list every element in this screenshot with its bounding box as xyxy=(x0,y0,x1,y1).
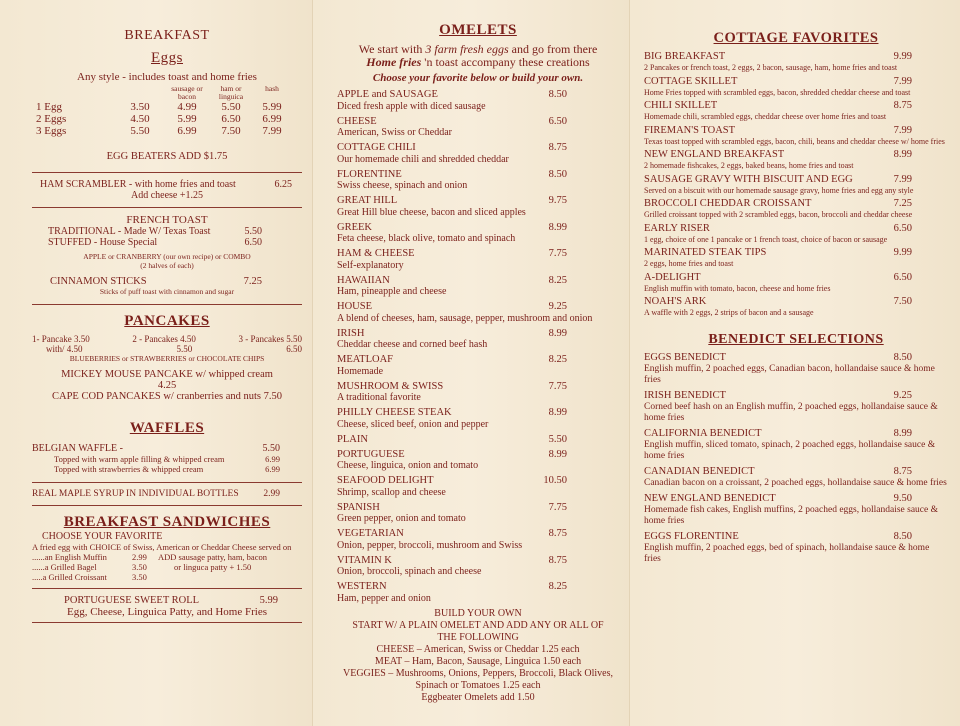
item-desc: Onion, broccoli, spinach and cheese xyxy=(337,566,482,577)
item-price: 8.50 xyxy=(893,351,912,363)
item-desc: Homemade xyxy=(337,365,384,377)
ham-scrambler-add: Add cheese +1.25 xyxy=(130,190,203,201)
cottage-item xyxy=(644,125,948,137)
ham-scrambler-price: 6.25 xyxy=(274,179,292,190)
item-price: 7.25 xyxy=(243,276,262,287)
sweet-roll-desc: Egg, Cheese, Linguica Patty, and Home Fries xyxy=(67,606,267,618)
item-name: GREAT HILL xyxy=(337,195,398,206)
waffle-item xyxy=(32,464,302,474)
divider xyxy=(32,207,302,208)
item-desc: English muffin, 2 poached eggs, Canadian bacon, hollandaise sauce & home fries xyxy=(644,363,935,385)
item-price: 5.99 xyxy=(259,595,278,606)
item-name: NEW ENGLAND BREAKFAST xyxy=(644,149,785,160)
eggs-price: 5.99 xyxy=(262,101,282,113)
item-price: 7.75 xyxy=(548,380,567,392)
omelet-item xyxy=(337,116,619,128)
item-price: 8.99 xyxy=(548,327,567,339)
omelet-item xyxy=(337,528,619,540)
omelet-item xyxy=(337,89,619,101)
item-desc: Onion, pepper, broccoli, mushroom and Swiss xyxy=(337,539,523,551)
item-price: 9.75 xyxy=(548,195,567,206)
item-name: EGGS BENEDICT xyxy=(644,351,726,363)
item-name: TRADITIONAL - Made W/ Texas Toast xyxy=(48,226,211,237)
omelets-intro xyxy=(337,43,619,69)
item-extra: or linguca patty + 1.50 xyxy=(174,562,252,572)
waffles-title: WAFFLES xyxy=(129,420,205,436)
item-price: 2.99 xyxy=(132,552,147,562)
omelet-item xyxy=(337,449,619,461)
item-name: PORTUGUESE SWEET ROLL xyxy=(64,595,200,606)
item-desc: American, Swiss or Cheddar xyxy=(337,127,452,138)
item-desc: Great Hill blue cheese, bacon and sliced apples xyxy=(337,206,526,218)
item-price: 8.50 xyxy=(893,530,912,542)
item-price: 8.75 xyxy=(548,554,567,566)
omelet-item xyxy=(337,195,619,207)
item-desc: Self-explanatory xyxy=(337,259,404,271)
item-name: VEGETARIAN xyxy=(337,528,404,539)
pancake-price: with/ 4.50 xyxy=(46,344,83,354)
benedict-item xyxy=(644,428,948,440)
item-price: 2.99 xyxy=(263,489,280,499)
item-price: 7.99 xyxy=(893,173,912,185)
intro-text: and go from there xyxy=(508,42,598,56)
item-desc: Homemade chili, scrambled eggs, cheddar cheese over home fries and toast xyxy=(644,112,887,121)
omelet-item xyxy=(337,581,619,593)
sandwich-options xyxy=(32,552,302,582)
item-desc: Canadian bacon on a croissant, 2 poached eggs, hollandaise sauce & home fries xyxy=(644,477,947,488)
pancake-price: 6.50 xyxy=(286,344,302,354)
item-name: PHILLY CHEESE STEAK xyxy=(337,407,452,418)
item-price: 8.75 xyxy=(893,465,912,477)
benedict-item xyxy=(644,352,948,364)
item-name: Topped with warm apple filling & whipped cream xyxy=(54,454,225,464)
sandwiches-subtitle: CHOOSE YOUR FAVORITE xyxy=(42,531,163,542)
item-name: CINNAMON STICKS xyxy=(50,276,147,287)
item-desc: Green pepper, onion and tomato xyxy=(337,513,466,524)
item-desc: English muffin, 2 poached eggs, bed of spinach, hollandaise sauce & home fries xyxy=(644,542,930,564)
item-desc: Cheese, linguica, onion and tomato xyxy=(337,460,479,471)
eggs-price: 5.50 xyxy=(221,101,241,113)
item-price: 9.25 xyxy=(893,389,912,401)
item-desc: 2 homemade fishcakes, 2 eggs, baked beans, home fries and toast xyxy=(644,161,854,170)
item-price: 6.50 xyxy=(893,222,912,234)
cottage-item xyxy=(644,198,948,210)
item-name: CHILI SKILLET xyxy=(644,100,718,111)
pancake-price: 5.50 xyxy=(176,344,193,354)
item-name: MARINATED STEAK TIPS xyxy=(644,247,767,258)
benedict-item xyxy=(644,493,948,505)
intro-emph: 3 farm fresh eggs xyxy=(425,42,509,56)
intro-text: We start with xyxy=(358,42,426,56)
item-desc: Swiss cheese, spinach and onion xyxy=(337,180,468,191)
omelets-panel xyxy=(312,0,630,726)
ham-scrambler-row xyxy=(32,179,302,190)
item-name: VITAMIN K xyxy=(337,554,392,566)
item-desc: English muffin, sliced tomato, spinach, 2 poached eggs, hollandaise sauce & home fries xyxy=(644,439,936,461)
item-desc: Cheddar cheese and corned beef hash xyxy=(337,339,488,350)
ham-scrambler-name: HAM SCRAMBLER - with home fries and toast xyxy=(40,179,236,190)
cottage-item xyxy=(644,174,948,186)
omelet-item xyxy=(337,328,619,340)
item-price: 10.50 xyxy=(543,475,567,486)
item-desc: Home Fries topped with scrambled eggs, bacon, shredded cheddar cheese and toast xyxy=(644,87,911,97)
build-veggies: VEGGIES – Mushrooms, Onions, Peppers, Broccoli, Black Olives, Spinach or Tomatoes 1.25 each xyxy=(343,668,613,691)
eggs-price-table xyxy=(36,85,302,137)
item-price: 9.25 xyxy=(548,301,567,312)
cottage-title: COTTAGE FAVORITES xyxy=(713,30,879,46)
build-start: START W/ A PLAIN OMELET AND ADD ANY OR ALL OF THE FOLLOWING xyxy=(352,620,604,643)
item-name: MEATLOAF xyxy=(337,354,394,365)
divider xyxy=(32,622,302,623)
item-price: 8.75 xyxy=(893,100,912,111)
item-desc: Shrimp, scallop and cheese xyxy=(337,486,446,498)
omelet-item xyxy=(337,475,619,487)
french-toast-item xyxy=(32,226,302,237)
eggs-price: 5.99 xyxy=(177,113,197,125)
item-price: 7.99 xyxy=(893,124,912,136)
eggs-price: 6.99 xyxy=(177,125,197,137)
cottage-item xyxy=(644,76,948,88)
french-toast-title: FRENCH TOAST xyxy=(126,214,208,226)
cottage-item xyxy=(644,149,948,161)
eggs-price: 3.50 xyxy=(130,101,150,113)
sandwiches-desc: A fried egg with CHOICE of Swiss, American or Cheddar Cheese served on xyxy=(32,542,292,552)
omelet-item xyxy=(337,502,619,514)
item-price: 8.99 xyxy=(893,427,912,439)
divider xyxy=(32,482,302,483)
sandwich-item xyxy=(32,562,302,572)
benedict-item xyxy=(644,466,948,478)
item-price: 9.50 xyxy=(893,492,912,504)
cinnamon-row xyxy=(32,276,302,287)
waffle-item xyxy=(32,443,302,454)
item-desc: Texas toast topped with scrambled eggs, bacon, chili, beans and cheddar cheese w/ home fries xyxy=(644,136,945,146)
item-name: .....a Grilled Croissant xyxy=(32,572,107,582)
intro-emph: Home fries xyxy=(366,55,422,69)
eggs-price: 7.50 xyxy=(221,125,241,137)
cottage-item xyxy=(644,247,948,259)
french-toast-note: APPLE or CRANBERRY (our own recipe) or COMBO (2 halves of each) xyxy=(83,252,251,270)
eggs-price: 4.50 xyxy=(130,113,150,125)
item-price: 7.25 xyxy=(893,198,912,209)
omelet-item xyxy=(337,301,619,313)
eggs-col-ham: ham or linguica xyxy=(218,84,244,101)
item-price: 6.50 xyxy=(893,271,912,283)
benedict-list xyxy=(644,352,948,565)
item-price: 5.50 xyxy=(548,433,567,445)
eggs-title: Eggs xyxy=(151,50,183,66)
benedict-item xyxy=(644,390,948,402)
benedict-item xyxy=(644,531,948,543)
item-name: EGGS FLORENTINE xyxy=(644,530,739,542)
omelet-item xyxy=(337,142,619,154)
item-price: 8.99 xyxy=(548,448,567,460)
sandwiches-title: BREAKFAST SANDWICHES xyxy=(63,514,271,530)
intro-text: 'n toast accompany these creations xyxy=(421,55,590,69)
item-name: ......a Grilled Bagel xyxy=(32,562,97,572)
item-price: 8.99 xyxy=(548,221,567,233)
item-price: 8.50 xyxy=(548,89,567,100)
item-price: 6.99 xyxy=(265,454,280,464)
item-price: 5.50 xyxy=(262,443,280,454)
omelets-choose: Choose your favorite below or build your own. xyxy=(372,72,584,84)
item-price: 8.99 xyxy=(893,149,912,160)
item-price: 8.50 xyxy=(548,168,567,180)
divider xyxy=(32,172,302,173)
item-price: 8.99 xyxy=(548,407,567,418)
omelet-item xyxy=(337,434,619,446)
item-name: IRISH BENEDICT xyxy=(644,389,726,401)
item-name: FIREMAN'S TOAST xyxy=(644,124,736,136)
item-desc: 2 eggs, home fries and toast xyxy=(644,259,734,268)
item-name: CAPE COD PANCAKES w/ cranberries and nuts xyxy=(51,391,262,402)
item-desc: Homemade fish cakes, English muffins, 2 poached eggs, hollandaise sauce & home fries xyxy=(644,504,938,526)
item-desc: A blend of cheeses, ham, sausage, pepper, mushroom and onion xyxy=(337,312,593,324)
item-desc: Our homemade chili and shredded cheddar xyxy=(337,153,509,165)
sandwich-item xyxy=(32,572,302,582)
omelet-item xyxy=(337,169,619,181)
item-desc: Feta cheese, black olive, tomato and spinach xyxy=(337,233,516,244)
pancake-price: 3 - Pancakes 5.50 xyxy=(238,334,302,344)
item-desc: Grilled croissant topped with 2 scrambled eggs, bacon, broccoli and cheddar cheese xyxy=(644,210,913,219)
item-price: 3.50 xyxy=(132,572,147,582)
item-price: 7.99 xyxy=(893,75,912,87)
capecod-row xyxy=(32,391,302,402)
eggs-col-sausage: sausage or bacon xyxy=(171,84,203,101)
item-price: 6.50 xyxy=(548,115,567,127)
item-name: SPANISH xyxy=(337,501,380,513)
omelet-item xyxy=(337,248,619,260)
eggs-subtitle: Any style - includes toast and home fries xyxy=(77,71,257,83)
mickey-pancake: MICKEY MOUSE PANCAKE w/ whipped cream xyxy=(61,369,273,380)
eggs-row-label: 1 Egg xyxy=(36,101,62,113)
item-price: 9.99 xyxy=(893,247,912,258)
item-name: BROCCOLI CHEDDAR CROISSANT xyxy=(644,198,812,209)
cottage-item xyxy=(644,51,948,63)
item-name: COTTAGE SKILLET xyxy=(644,75,738,87)
item-desc: English muffin with tomato, bacon, cheese and home fries xyxy=(644,283,831,293)
item-desc: A traditional favorite xyxy=(337,392,421,403)
mickey-pancake-price: 4.25 xyxy=(157,380,177,391)
egg-beaters-note: EGG BEATERS ADD $1.75 xyxy=(106,151,228,162)
item-price: 3.50 xyxy=(132,562,147,572)
item-desc: A waffle with 2 eggs, 2 strips of bacon and a sausage xyxy=(644,308,814,317)
omelet-item xyxy=(337,555,619,567)
item-desc: Diced fresh apple with diced sausage xyxy=(337,100,486,112)
item-name: PLAIN xyxy=(337,433,368,445)
build-title: BUILD YOUR OWN xyxy=(434,608,522,619)
pancakes-row xyxy=(32,334,302,344)
item-name: APPLE and SAUSAGE xyxy=(337,89,438,100)
sandwich-item xyxy=(32,552,302,562)
item-desc: Ham, pepper and onion xyxy=(337,592,431,604)
item-desc: 2 Pancakes or french toast, 2 eggs, 2 bacon, sausage, ham, home fries and toast xyxy=(644,63,898,72)
item-price: 9.99 xyxy=(893,51,912,62)
item-name: GREEK xyxy=(337,221,372,233)
build-your-own xyxy=(337,608,619,704)
item-name: HOUSE xyxy=(337,301,373,312)
item-name: SEAFOOD DELIGHT xyxy=(337,475,434,486)
item-price: 8.25 xyxy=(548,274,567,286)
benedict-title: BENEDICT SELECTIONS xyxy=(708,331,884,347)
syrup-row xyxy=(32,489,302,499)
cinnamon-desc: Sticks of puff toast with cinnamon and sugar xyxy=(99,287,235,296)
item-name: BIG BREAKFAST xyxy=(644,51,726,62)
item-name: BELGIAN WAFFLE - xyxy=(32,443,123,454)
breakfast-title: BREAKFAST xyxy=(124,28,210,43)
build-eggbeater: Eggbeater Omelets add 1.50 xyxy=(421,692,535,703)
cottage-item xyxy=(644,223,948,235)
item-name: NOAH'S ARK xyxy=(644,296,707,307)
item-name: NEW ENGLAND BENEDICT xyxy=(644,492,776,504)
item-name: SAUSAGE GRAVY WITH BISCUIT AND EGG xyxy=(644,173,853,185)
eggs-row-label: 2 Eggs xyxy=(36,113,67,125)
item-desc: Cheese, sliced beef, onion and pepper xyxy=(337,418,489,430)
pancakes-note: BLUEBERRIES or STRAWBERRIES or CHOCOLATE CHIPS xyxy=(69,354,265,363)
item-name: STUFFED - House Special xyxy=(48,237,158,248)
item-desc: 1 egg, choice of one 1 pancake or 1 french toast, choice of bacon or sausage xyxy=(644,234,888,244)
pancakes-title: PANCAKES xyxy=(124,313,210,329)
item-name: FLORENTINE xyxy=(337,168,402,180)
pancake-price: 2 - Pancakes 4.50 xyxy=(132,334,196,344)
item-price: 7.50 xyxy=(263,391,283,402)
build-meat: MEAT – Ham, Bacon, Sausage, Linguica 1.50 each xyxy=(374,656,582,667)
item-price: 7.75 xyxy=(548,501,567,513)
item-price: 6.99 xyxy=(265,464,280,474)
item-price: 8.25 xyxy=(548,354,567,365)
waffle-item xyxy=(32,454,302,464)
pancakes-row xyxy=(32,344,302,354)
item-name: HAM & CHEESE xyxy=(337,248,415,259)
sweet-roll-row xyxy=(32,595,302,606)
item-name: ......an English Muffin xyxy=(32,552,107,562)
item-name: HAWAIIAN xyxy=(337,274,390,286)
item-desc: Served on a biscuit with our homemade sausage gravy, home fries and egg any style xyxy=(644,185,914,195)
item-name: REAL MAPLE SYRUP IN INDIVIDUAL BOTTLES xyxy=(32,489,239,499)
item-price: 7.75 xyxy=(548,248,567,259)
item-price: 6.50 xyxy=(244,237,262,248)
item-name: CALIFORNIA BENEDICT xyxy=(644,427,762,439)
item-price: 8.75 xyxy=(548,528,567,539)
omelets-title: OMELETS xyxy=(439,22,517,38)
item-desc: Corned beef hash on an English muffin, 2 poached eggs, hollandaise sauce & home fries xyxy=(644,401,938,423)
eggs-price: 6.99 xyxy=(262,113,282,125)
cottage-item xyxy=(644,100,948,112)
item-name: MUSHROOM & SWISS xyxy=(337,380,444,392)
eggs-col-hash: hash xyxy=(265,84,279,93)
eggs-price: 7.99 xyxy=(262,125,282,137)
item-extra xyxy=(158,572,302,582)
eggs-price: 5.50 xyxy=(130,125,150,137)
omelet-item xyxy=(337,354,619,366)
item-name: EARLY RISER xyxy=(644,222,710,234)
item-name: CHEESE xyxy=(337,115,377,127)
item-name: A-DELIGHT xyxy=(644,271,701,283)
item-name: WESTERN xyxy=(337,581,387,592)
item-name: COTTAGE CHILI xyxy=(337,142,416,153)
cottage-item xyxy=(644,272,948,284)
omelet-item xyxy=(337,407,619,419)
item-name: Topped with strawberries & whipped cream xyxy=(54,464,204,474)
omelet-item xyxy=(337,275,619,287)
divider xyxy=(32,304,302,305)
item-price: 8.25 xyxy=(548,581,567,592)
cottage-panel xyxy=(630,0,960,726)
omelet-item xyxy=(337,222,619,234)
item-desc: Ham, pineapple and cheese xyxy=(337,286,447,297)
build-cheese: CHEESE – American, Swiss or Cheddar 1.25 each xyxy=(376,644,580,655)
item-extra: ADD sausage patty, ham, bacon xyxy=(158,552,267,562)
eggs-price: 6.50 xyxy=(221,113,241,125)
divider xyxy=(32,588,302,589)
item-name: IRISH xyxy=(337,327,365,339)
omelet-list xyxy=(337,89,619,604)
french-toast-item xyxy=(32,237,302,248)
item-price: 8.75 xyxy=(548,142,567,153)
eggs-row-label: 3 Eggs xyxy=(36,125,67,137)
divider xyxy=(32,505,302,506)
item-name: CANADIAN BENEDICT xyxy=(644,465,755,477)
pancake-price: 1- Pancake 3.50 xyxy=(32,334,90,344)
breakfast-panel xyxy=(0,0,312,726)
item-price: 5.50 xyxy=(244,226,262,237)
cottage-list xyxy=(644,51,948,318)
omelet-item xyxy=(337,381,619,393)
eggs-price: 4.99 xyxy=(177,101,197,113)
item-name: PORTUGUESE xyxy=(337,448,405,460)
item-price: 7.50 xyxy=(893,296,912,307)
cottage-item xyxy=(644,296,948,308)
